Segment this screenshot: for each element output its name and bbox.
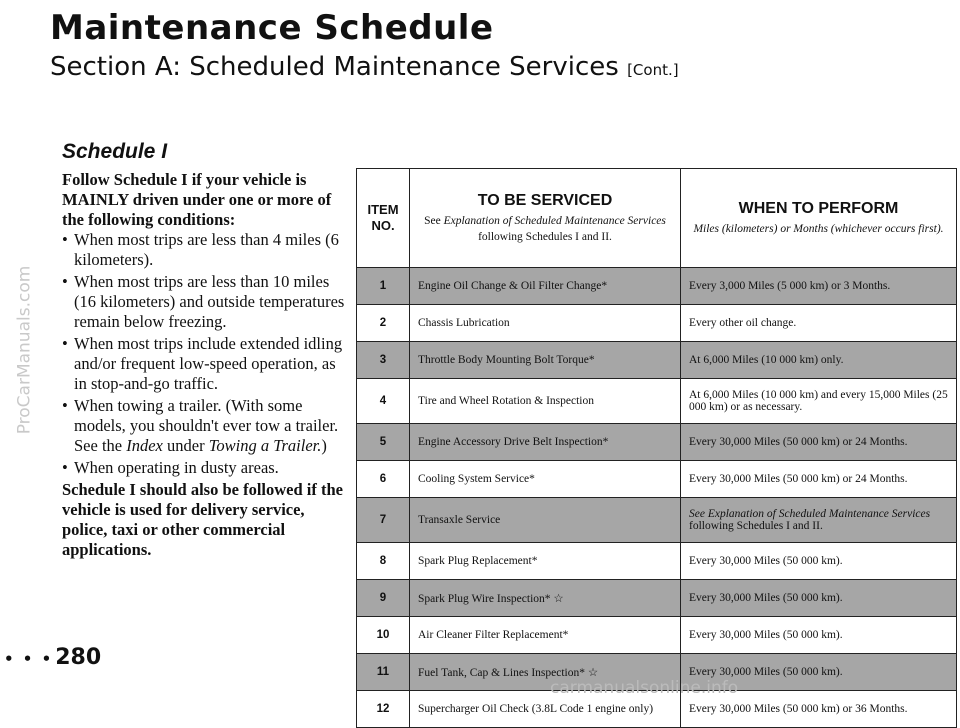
item-header-line2: NO.: [371, 218, 395, 233]
item-header-line1: ITEM: [367, 202, 399, 217]
item-number-header: [357, 169, 410, 268]
table-row: [357, 498, 957, 543]
towing-under: under: [162, 436, 209, 455]
table-row: [357, 424, 957, 461]
item-number: 6: [357, 461, 410, 498]
table-row: [357, 342, 957, 379]
table-row: [357, 580, 957, 617]
service-item: Cooling System Service*: [410, 461, 681, 498]
schedules-text: following Schedules I and II.: [478, 230, 612, 243]
condition-item: • When operating in dusty areas.: [62, 458, 352, 478]
item-number: 5: [357, 424, 410, 461]
page-dots: • • •: [4, 650, 54, 668]
item-number: 10: [357, 617, 410, 654]
maintenance-table: [356, 168, 957, 728]
item-number: 4: [357, 379, 410, 424]
item-number: 7: [357, 498, 410, 543]
schedule-footer-note: Schedule I should also be followed if the vehicle is used for delivery service, police, taxi or other commercial applications.: [62, 480, 343, 559]
table-row: [357, 461, 957, 498]
explanation-reference: See Explanation of Scheduled Maintenance Services: [689, 508, 931, 520]
item-number: 9: [357, 580, 410, 617]
item-number: 3: [357, 342, 410, 379]
table-header-row: [357, 169, 957, 268]
conditions-list: [62, 230, 352, 478]
bottom-watermark: carmanualsonline.info: [550, 678, 739, 698]
service-item: Supercharger Oil Check (3.8L Code 1 engine only): [410, 691, 681, 728]
schedules-text: following Schedules I and II.: [689, 520, 823, 532]
service-item: Chassis Lubrication: [410, 305, 681, 342]
service-item: Engine Oil Change & Oil Filter Change*: [410, 268, 681, 305]
when-to-perform-title: WHEN TO PERFORM: [738, 199, 899, 217]
item-number: 12: [357, 691, 410, 728]
item-number: 2: [357, 305, 410, 342]
side-watermark: [14, 140, 34, 560]
section-subtitle-text: Section A: Scheduled Maintenance Services: [50, 52, 619, 82]
towing-text: When towing a trailer. (With some models, you shouldn't ever tow a trailer. See the: [74, 396, 339, 455]
service-interval: Every 30,000 Miles (50 000 km) or 24 Months.: [681, 424, 957, 461]
section-subtitle: [50, 52, 679, 82]
side-watermark-text: ProCarManuals.com: [14, 265, 34, 435]
condition-item: • When most trips are less than 4 miles (6 kilometers).: [62, 230, 352, 270]
service-item: Engine Accessory Drive Belt Inspection*: [410, 424, 681, 461]
service-interval: Every 30,000 Miles (50 000 km).: [681, 617, 957, 654]
service-item: Spark Plug Wire Inspection* ☆: [410, 580, 681, 617]
item-number: 1: [357, 268, 410, 305]
service-item: Transaxle Service: [410, 498, 681, 543]
condition-item-towing: [62, 396, 352, 456]
service-interval: At 6,000 Miles (10 000 km) and every 15,000 Miles (25 000 km) or as necessary.: [681, 379, 957, 424]
page-title: Maintenance Schedule: [50, 8, 494, 48]
when-to-perform-subtitle: Miles (kilometers) or Months (whichever occurs first).: [693, 222, 944, 235]
table-row: [357, 543, 957, 580]
page-number-value: 280: [55, 645, 102, 670]
to-be-serviced-header: [410, 169, 681, 268]
continued-marker: [Cont.]: [627, 61, 679, 79]
page-number: [4, 645, 101, 670]
table-row: [357, 305, 957, 342]
service-item: Fuel Tank, Cap & Lines Inspection* ☆: [410, 654, 681, 691]
condition-item: • When most trips are less than 10 miles (16 kilometers) and outside temperatures remain below freezing.: [62, 272, 352, 332]
service-interval: Every other oil change.: [681, 305, 957, 342]
service-interval: Every 3,000 Miles (5 000 km) or 3 Months.: [681, 268, 957, 305]
table-row: [357, 379, 957, 424]
schedule-heading: Schedule I: [62, 140, 168, 163]
table-row: [357, 268, 957, 305]
schedule-intro: Follow Schedule I if your vehicle is MAINLY driven under one or more of the following conditions:: [62, 170, 332, 229]
explanation-reference: Explanation of Scheduled Maintenance Services: [443, 214, 666, 227]
service-interval: At 6,000 Miles (10 000 km) only.: [681, 342, 957, 379]
when-to-perform-header: [681, 169, 957, 268]
service-item: Tire and Wheel Rotation & Inspection: [410, 379, 681, 424]
see-text: See: [424, 214, 444, 227]
service-item: Air Cleaner Filter Replacement*: [410, 617, 681, 654]
towing-topic-reference: Towing a Trailer.: [208, 436, 322, 455]
table-row: [357, 617, 957, 654]
service-interval: Every 30,000 Miles (50 000 km).: [681, 580, 957, 617]
item-number: 8: [357, 543, 410, 580]
service-interval: Every 30,000 Miles (50 000 km).: [681, 543, 957, 580]
service-item: Throttle Body Mounting Bolt Torque*: [410, 342, 681, 379]
item-number: 11: [357, 654, 410, 691]
service-item: Spark Plug Replacement*: [410, 543, 681, 580]
to-be-serviced-subtitle: [411, 213, 679, 245]
service-interval: [681, 498, 957, 543]
to-be-serviced-title: TO BE SERVICED: [477, 191, 613, 209]
service-interval: Every 30,000 Miles (50 000 km) or 24 Months.: [681, 461, 957, 498]
service-interval: Every 30,000 Miles (50 000 km) or 36 Months.: [681, 691, 957, 728]
service-interval: Every 30,000 Miles (50 000 km).: [681, 654, 957, 691]
index-reference: Index: [126, 436, 163, 455]
schedule-description: [62, 170, 352, 560]
towing-close: ): [321, 436, 327, 455]
condition-item: • When most trips include extended idling and/or frequent low-speed operation, as in stop-and-go traffic.: [62, 334, 352, 394]
